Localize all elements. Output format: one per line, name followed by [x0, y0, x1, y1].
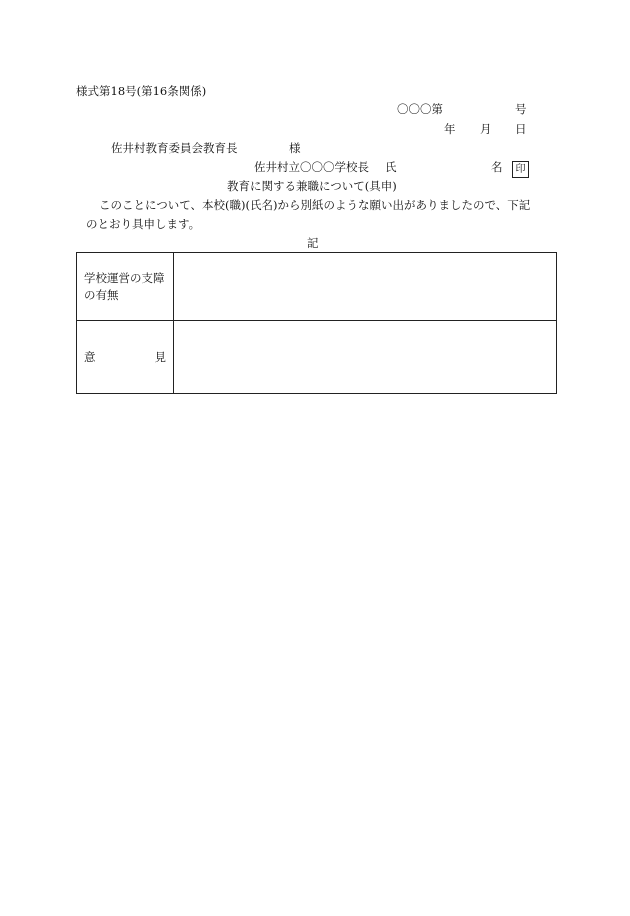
form-number: 様式第18号(第16条関係) [76, 84, 207, 98]
ki-heading: 記 [307, 236, 319, 250]
table-row [77, 253, 557, 321]
impact-entry-cell[interactable] [174, 253, 557, 321]
opinion-entry-cell[interactable] [174, 321, 557, 394]
addressee-honorific: 様 [289, 141, 301, 155]
seal-mark: 印 [512, 161, 529, 178]
date-day: 日 [515, 122, 527, 136]
document-number-prefix: 〇〇〇第 [397, 102, 443, 116]
row-label-impact-line-2: の有無 [84, 288, 119, 302]
body-line-1: このことについて、本校(職)(氏名)から別紙のような願い出がありましたので、下記 [99, 198, 531, 212]
date-month: 月 [480, 122, 492, 136]
sender-label-family: 氏 [385, 160, 397, 174]
form-table [76, 252, 557, 394]
date-year: 年 [444, 122, 456, 136]
table-row [77, 321, 557, 394]
row-label-impact-line-1: 学校運営の支障 [84, 271, 165, 285]
row-label-opinion [77, 321, 174, 394]
row-label-opinion-left: 意 [84, 350, 96, 364]
body-line-2: のとおり具申します。 [86, 217, 201, 231]
subject-title: 教育に関する兼職について(具申) [227, 179, 397, 193]
row-label-impact [77, 253, 174, 321]
document-number-suffix: 号 [515, 102, 527, 116]
sender-title: 佐井村立〇〇〇学校長 [254, 160, 369, 174]
addressee-name: 佐井村教育委員会教育長 [111, 141, 238, 155]
sender-label-given: 名 [491, 160, 503, 174]
row-label-opinion-right: 見 [154, 350, 166, 364]
